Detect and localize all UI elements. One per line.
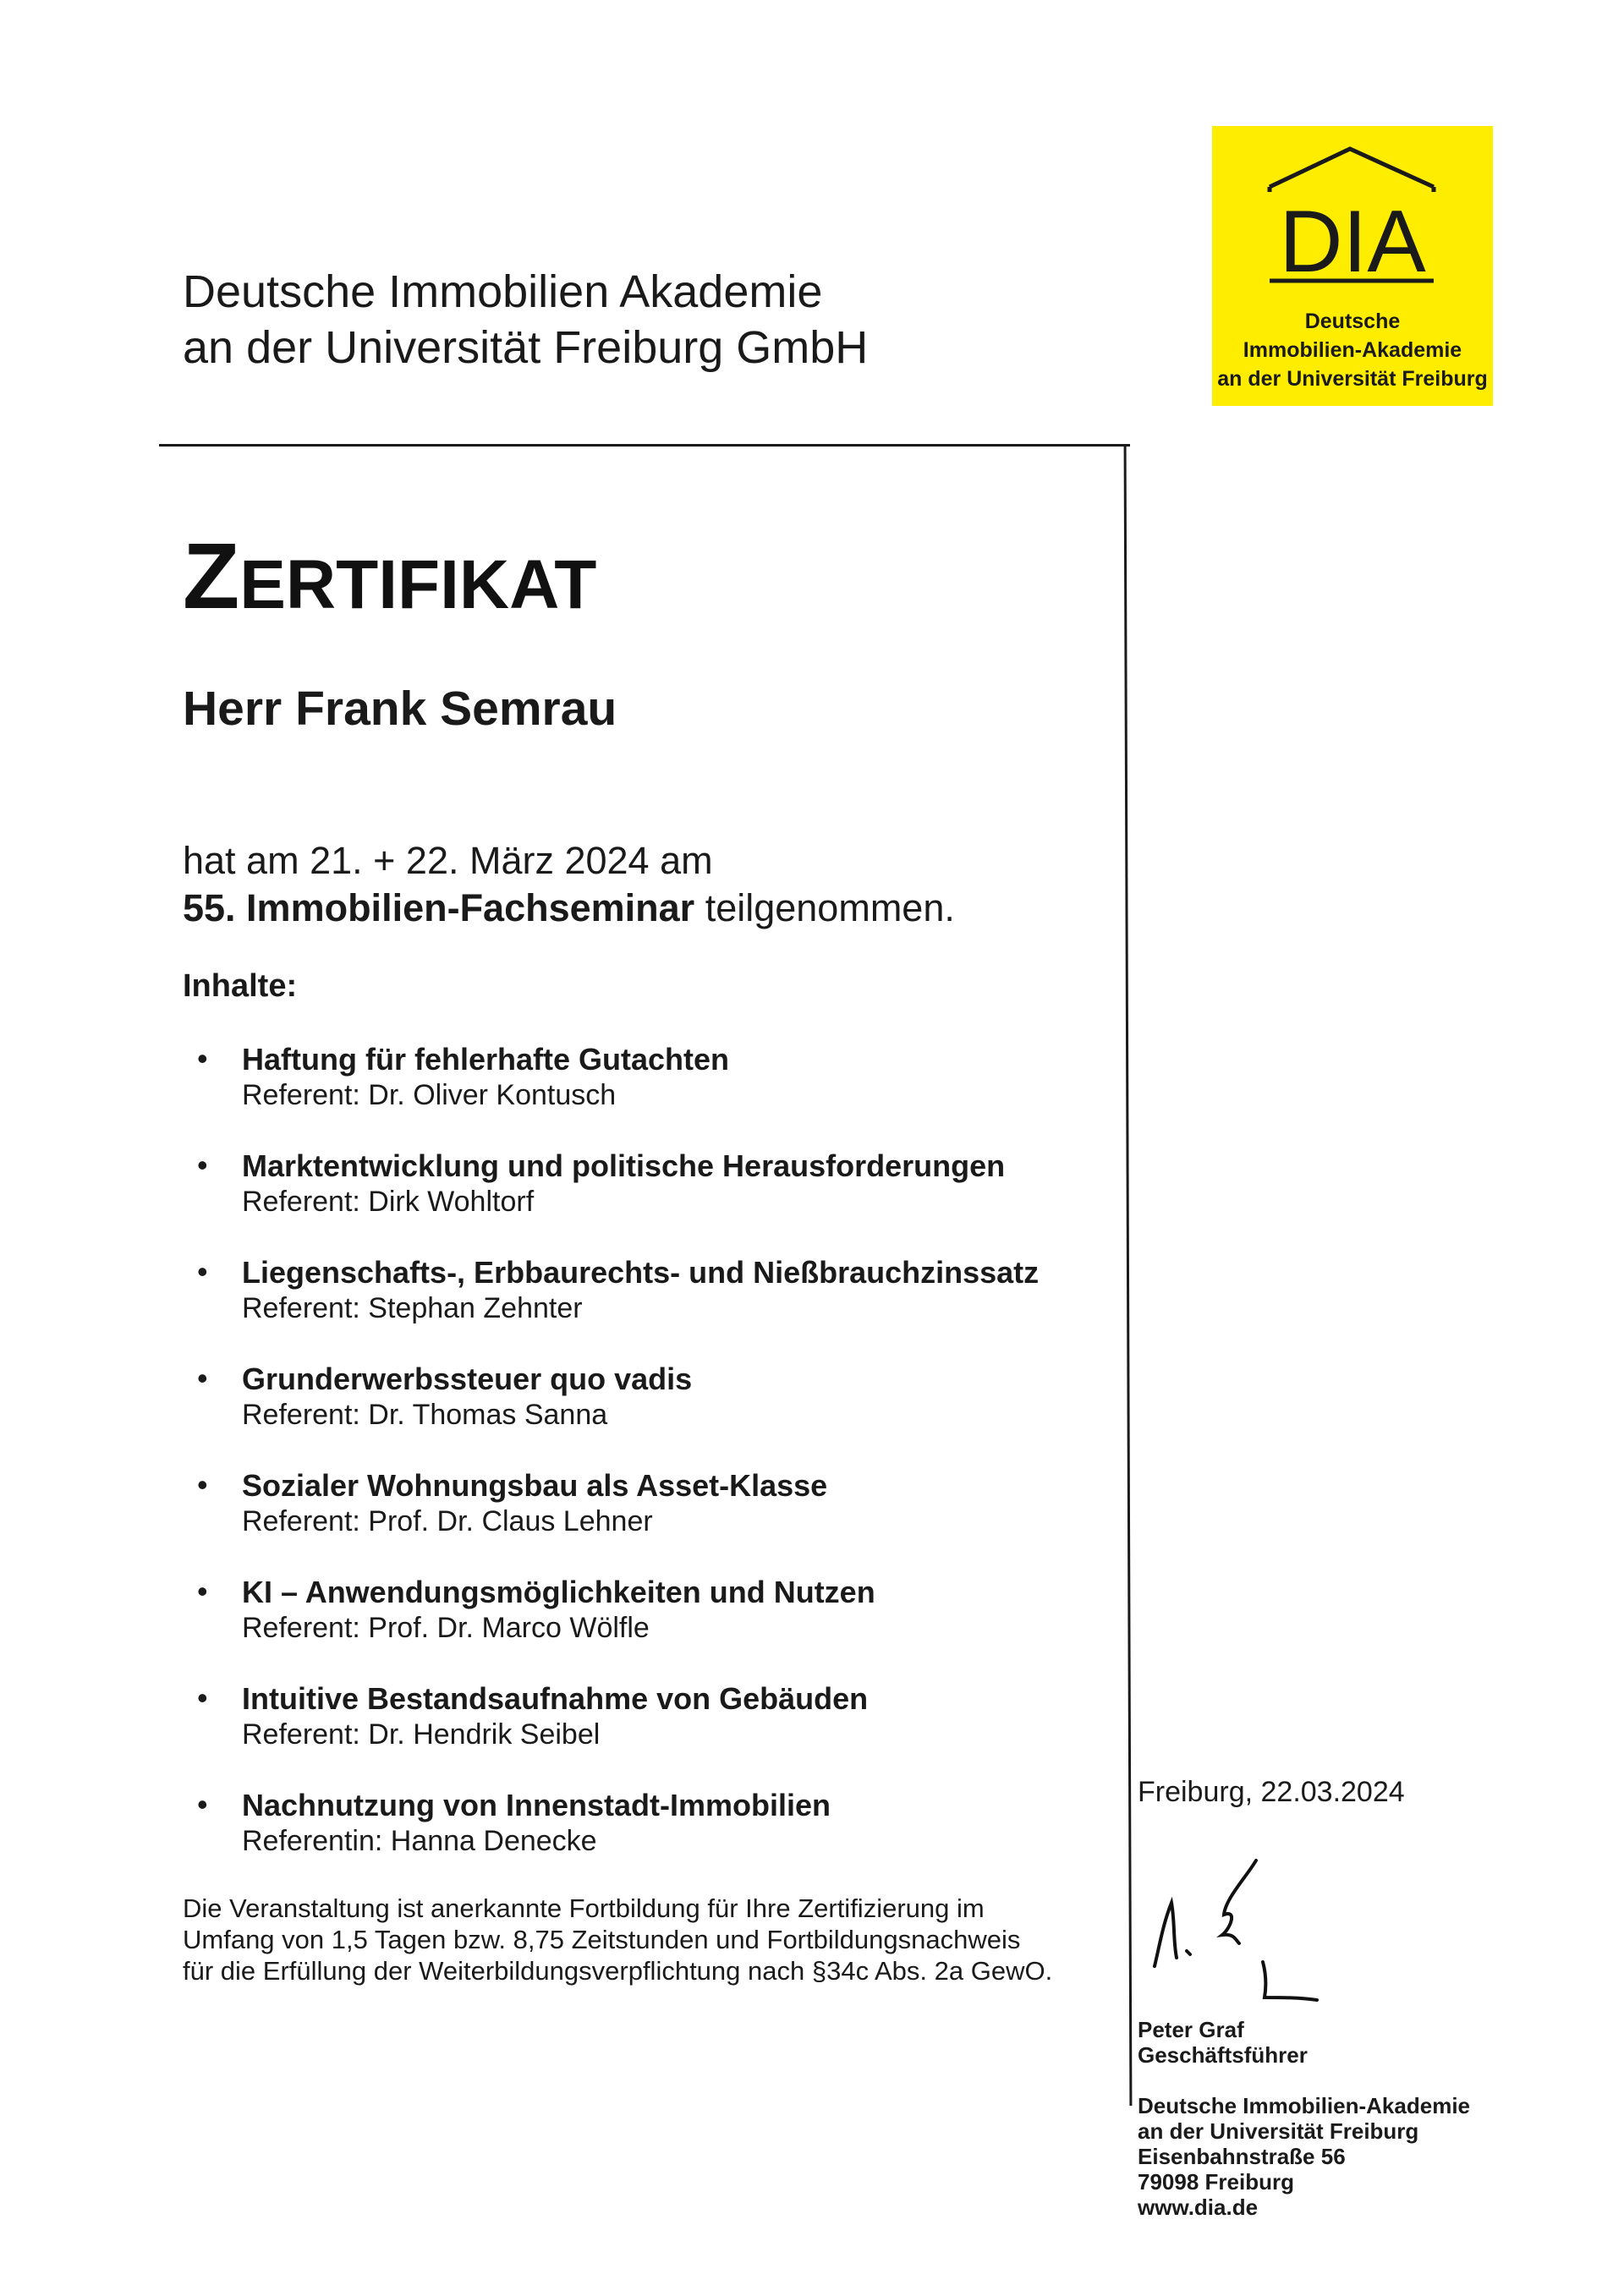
list-item: [197, 1468, 1039, 1575]
handwritten-signature: [1138, 1852, 1341, 2013]
topic-speaker: Referent: Dirk Wohltorf: [242, 1186, 535, 1218]
topic-title: Grunderwerbssteuer quo vadis: [242, 1362, 693, 1396]
list-item: [197, 1148, 1039, 1255]
logo-text-line2: Immobilien-Akademie: [1243, 338, 1462, 362]
bullet-icon: •: [197, 1787, 208, 1822]
bullet-icon: •: [197, 1680, 208, 1715]
organization-address: [1138, 2093, 1470, 2220]
topic-speaker: Referent: Dr. Oliver Kontusch: [242, 1079, 617, 1111]
topic-title: Nachnutzung von Innenstadt-Immobilien: [242, 1788, 831, 1822]
bullet-icon: •: [197, 1148, 208, 1182]
certificate-title-initial: Z: [183, 524, 240, 628]
contents-heading: Inhalte:: [183, 968, 298, 1004]
accreditation-note-line3: für die Erfüllung der Weiterbildungsverpflichtung nach §34c Abs. 2a GewO.: [183, 1956, 1053, 1986]
frame-top-divider: [159, 444, 1130, 447]
list-item: [197, 1788, 1039, 1894]
signer-role: Geschäftsführer: [1138, 2042, 1308, 2068]
address-city: 79098 Freiburg: [1138, 2169, 1294, 2195]
certificate-title: [183, 523, 596, 630]
topic-title: Haftung für fehlerhafte Gutachten: [242, 1042, 730, 1077]
address-street: Eisenbahnstraße 56: [1138, 2144, 1346, 2169]
bullet-icon: •: [197, 1041, 208, 1076]
list-item: [197, 1681, 1039, 1788]
organization-name: [183, 264, 868, 375]
topic-title: Intuitive Bestandsaufnahme von Gebäuden: [242, 1681, 869, 1716]
topic-title: Liegenschafts-, Erbbaurechts- und Nießbrauchzinssatz: [242, 1255, 1040, 1290]
topic-speaker: Referentin: Hanna Denecke: [242, 1825, 597, 1857]
organization-name-line1: Deutsche Immobilien Akademie: [183, 266, 823, 317]
website-text: www.dia.de: [1138, 2195, 1259, 2220]
topic-speaker: Referent: Dr. Hendrik Seibel: [242, 1718, 601, 1751]
certificate-title-rest: ERTIFIKAT: [239, 546, 597, 623]
participation-suffix: teilgenommen.: [694, 886, 955, 929]
participation-statement: [183, 837, 955, 932]
logo-abbreviation: DIA: [1279, 193, 1426, 291]
topic-title: KI – Anwendungsmöglichkeiten und Nutzen: [242, 1575, 875, 1609]
logo-text: [1212, 307, 1493, 393]
signer-name: Peter Graf: [1138, 2017, 1244, 2042]
topic-speaker: Referent: Dr. Thomas Sanna: [242, 1399, 608, 1431]
dia-logo: [1212, 126, 1493, 406]
accreditation-note: [183, 1893, 1052, 1986]
accreditation-note-line1: Die Veranstaltung ist anerkannte Fortbildung für Ihre Zertifizierung im: [183, 1893, 985, 1923]
organization-name-line2: an der Universität Freiburg GmbH: [183, 322, 869, 373]
bullet-icon: •: [197, 1467, 208, 1502]
bullet-icon: •: [197, 1574, 208, 1608]
list-item: [197, 1042, 1039, 1148]
topic-title: Sozialer Wohnungsbau als Asset-Klasse: [242, 1468, 828, 1503]
accreditation-note-line2: Umfang von 1,5 Tagen bzw. 8,75 Zeitstunden und Fortbildungsnachweis: [183, 1925, 1021, 1954]
topic-speaker: Referent: Prof. Dr. Claus Lehner: [242, 1505, 653, 1537]
signer-block: [1138, 2017, 1308, 2068]
participation-seminar-line: [183, 885, 955, 932]
topics-list: [197, 1042, 1039, 1894]
topic-speaker: Referent: Prof. Dr. Marco Wölfle: [242, 1612, 650, 1644]
list-item: [197, 1255, 1039, 1362]
list-item: [197, 1575, 1039, 1681]
logo-text-line3: an der Universität Freiburg: [1217, 367, 1488, 391]
place-date: Freiburg, 22.03.2024: [1138, 1776, 1405, 1808]
bullet-icon: •: [197, 1254, 208, 1289]
address-line1: Deutsche Immobilien-Akademie: [1138, 2093, 1470, 2118]
recipient-name: Herr Frank Semrau: [183, 682, 617, 736]
participation-date-line: hat am 21. + 22. März 2024 am: [183, 839, 713, 882]
logo-text-line1: Deutsche: [1304, 310, 1401, 333]
frame-right-divider: [1124, 444, 1133, 2106]
bullet-icon: •: [197, 1361, 208, 1395]
topic-speaker: Referent: Stephan Zehnter: [242, 1292, 583, 1324]
list-item: [197, 1362, 1039, 1468]
address-line2: an der Universität Freiburg: [1138, 2118, 1419, 2144]
seminar-name: 55. Immobilien-Fachseminar: [183, 886, 695, 929]
topic-title: Marktentwicklung und politische Herausforderungen: [242, 1148, 1006, 1183]
